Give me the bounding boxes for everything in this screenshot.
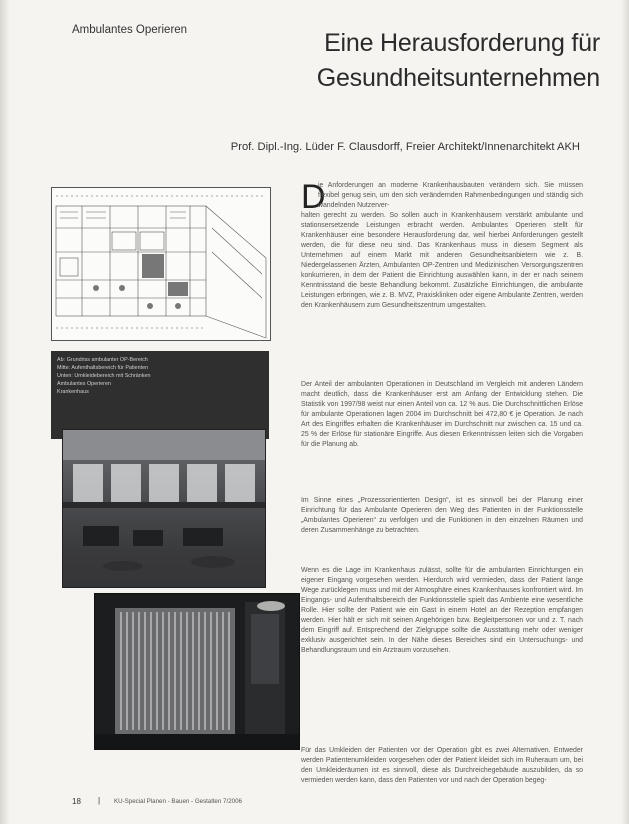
page-number: 18 [72,797,81,806]
scan-edge-left [0,0,10,824]
paragraph-2: Der Anteil der ambulanten Operationen in Deutschland im Vergleich mit anderen Ländern macht deutlich, dass die Krankenhäuser erst am Anfang der Entwicklung stehen. Die Statistik von 1997/98 weist nur einen Anteil von ca. 12 % aus. Die Durchschnittlichen Erlöse für ambulante Operationen lagen 2004 im Durchschnitt bei 472,80 € je Operation. Je nach Art des Eingriffes erhalten die Krankenhäuser im Durchschnitt nur zwischen ca. 15 und ca. 25 % der Erlöse für stationäre Eingriffe. Aus diesen Erkenntnissen leiten sich die Vorgaben für die Planung ab. [301,381,583,448]
paragraph-intro: ie Anforderungen an moderne Krankenhausbauten verändern sich. Sie müssen flexibel genug sein, um den sich verändernden Rahmenbedingungen und ständig sich wandelnden Nutzerver- [318,182,583,209]
drop-cap: D [301,178,326,216]
scan-edge-right [621,0,629,824]
author-line: Prof. Dipl.-Ing. Lüder F. Clausdorff, Freier Architekt/Innenarchitekt AKH [230,141,580,153]
caption-line: Krankenhaus [57,389,89,395]
caption-line: Unten: Umkleidebereich mit Schränken [57,373,151,379]
title-line-2: Gesundheitsunternehmen [316,64,600,92]
floor-plan-drawing [52,188,270,340]
floor-plan-figure [51,187,271,341]
figure-caption-box [51,351,269,439]
caption-line: Ambulantes Operieren [57,381,111,387]
footer-separator: | [98,796,101,805]
waiting-area-image [63,430,265,587]
section-label: Ambulantes Operieren [72,24,188,36]
paragraph-5: Für das Umkleiden der Patienten vor der Operation gibt es zwei Alternativen. Entweder werden Patientenumkleiden vorgesehen oder der Patient kleidet sich im Ruheraum um, bei den Umkleideräumen ist es sinnvoll, diese als Durchreichegebäude auszubilden, da so vermieden werden kann, dass den Patienten vor und nach der Operation begeg- [301,747,583,784]
paragraph-1: halten gerecht zu werden. So sollen auch in Krankenhäusern verstärkt ambulante und stationsersetzende Leistungen erbracht werden. Ambulantes Operieren stellt für Krankenhäuser eine besondere Herausforderung dar, weil hierbei Anforderungen gestellt werden, die für diese neu sind. Das Krankenhaus muss in diesem Segment als Unternehmen auf einem Markt mit anderen Gesundheitsanbietern wie z. B. Niedergelassenen Ärzten, Ambulanten OP-Zentren und Medizinischen Versorgungszentren konkurrieren, in dem der Patient die Einrichtung auswählen kann, in der er nach seinem Kenntnisstand die beste Behandlung bekommt. Zusätzliche Einrichtungen, die ambulante Leistungen erbringen, wie z. B. MVZ, Praxisklinken oder eigene Ambulante Zentren, werden den Krankenhäusern zum Gesundheitszentrum umgestalten. [301,212,583,309]
article-title [180,26,600,96]
changing-room-image [95,594,299,749]
changing-room-photo [94,593,300,750]
paragraph-4: Wenn es die Lage im Krankenhaus zulässt, sollte für die ambulanten Einrichtungen ein eigener Eingang vorgesehen werden. Hierdurch wird vermieden, dass der Patient lange Wege zurücklegen muss und mit der Atmosphäre eines Krankenhauses konfrontiert wird. Im Eingangs- und Aufenthaltsbereich der Funktionsstelle spielt das Ambiente eine wesentliche Rolle. Hier sollte der Patient wie ein Gast in einem Hotel an der Rezeption empfangen werden. Hier hält er sich mit seinen Angehörigen bzw. Begleitpersonen vor und z. T. nach dem Eingriff auf. Entsprechend der Zielgruppe sollte die Ausstattung mehr oder weniger exklusiv ausgerichtet sein. In der Nähe dieses Bereiches sind ein Untersuchungs- und Behandlungsraum und ein Arztraum vorzusehen. [301,567,583,654]
caption-line: Mitte: Aufenthaltsbereich für Patienten [57,365,149,371]
paragraph-3: Im Sinne eines „Prozessorientierten Design“, ist es sinnvoll bei der Planung einer Einrichtung für das Ambulante Operieren den Weg des Patienten in der Funktionsstelle „Ambulantes Operieren“ zu verfolgen und die Funktionen in den einzelnen Räumen und deren Zusammenhänge zu betrachten. [301,497,583,534]
waiting-area-photo [62,429,266,588]
publication-footer: KU-Special Planen - Bauen - Gestalten 7/2006 [114,798,242,805]
caption-line: Ab: Grundriss ambulanter OP-Bereich [57,357,148,363]
title-line-1: Eine Herausforderung für [324,29,600,57]
